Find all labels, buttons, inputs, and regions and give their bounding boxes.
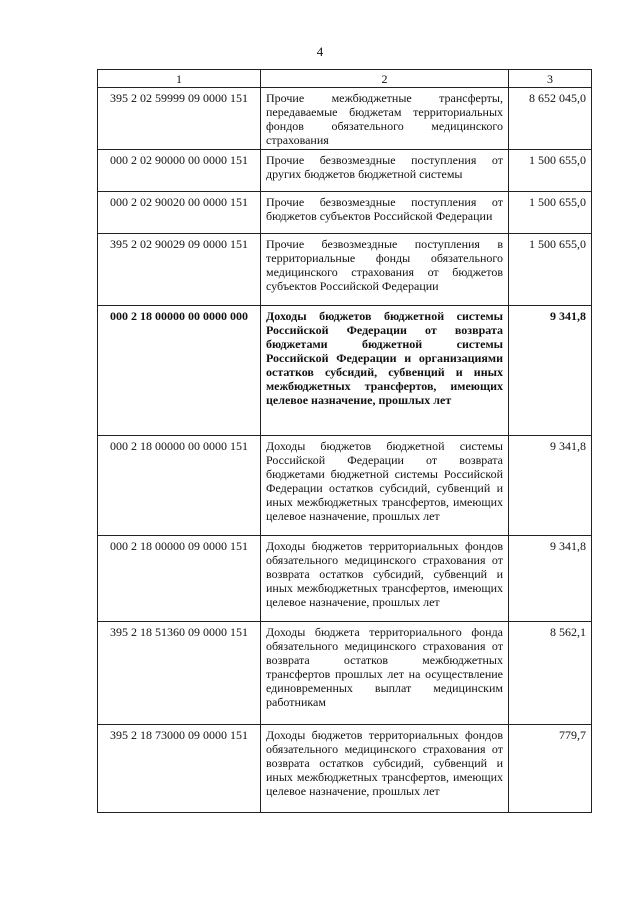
table-row bbox=[98, 306, 592, 436]
revenue-description: Доходы бюджетов территориальных фондов обязательного медицинского страхования от возврата остатков субсидий, субвенций и иных межбюджетных трансфертов, имеющих целевое назначение, прошлых лет bbox=[261, 725, 509, 813]
table-row bbox=[98, 622, 592, 725]
table-row bbox=[98, 192, 592, 234]
amount-value: 9 341,8 bbox=[509, 306, 592, 436]
budget-code: 000 2 18 00000 09 0000 151 bbox=[98, 536, 261, 622]
budget-code: 000 2 18 00000 00 0000 151 bbox=[98, 436, 261, 536]
amount-value: 8 562,1 bbox=[509, 622, 592, 725]
revenue-description: Доходы бюджета территориального фонда обязательного медицинского страхования от возврата остатков межбюджетных трансфертов прошлых лет на осуществление единовременных выплат медицинским работникам bbox=[261, 622, 509, 725]
table-header-row bbox=[98, 70, 592, 88]
amount-value: 8 652 045,0 bbox=[509, 88, 592, 150]
budget-code: 395 2 18 73000 09 0000 151 bbox=[98, 725, 261, 813]
header-col-2: 2 bbox=[261, 70, 509, 88]
table-row bbox=[98, 88, 592, 150]
revenue-description: Доходы бюджетов бюджетной системы Российской Федерации от возврата бюджетами бюджетной системы Российской Федерации остатков субсидий, субвенций и иных межбюджетных трансфертов, имеющих целевое назначение, прошлых лет bbox=[261, 436, 509, 536]
amount-value: 1 500 655,0 bbox=[509, 192, 592, 234]
table-row bbox=[98, 536, 592, 622]
revenue-description: Прочие безвозмездные поступления от других бюджетов бюджетной системы bbox=[261, 150, 509, 192]
revenue-description: Прочие межбюджетные трансферты, передаваемые бюджетам территориальных фондов обязательного медицинского страхования bbox=[261, 88, 509, 150]
budget-code: 000 2 02 90020 00 0000 151 bbox=[98, 192, 261, 234]
budget-code: 000 2 18 00000 00 0000 000 bbox=[98, 306, 261, 436]
revenue-description: Прочие безвозмездные поступления в территориальные фонды обязательного медицинского страхования от бюджетов субъектов Российской Федерации bbox=[261, 234, 509, 306]
amount-value: 1 500 655,0 bbox=[509, 234, 592, 306]
header-col-1: 1 bbox=[98, 70, 261, 88]
table-row bbox=[98, 150, 592, 192]
amount-value: 9 341,8 bbox=[509, 536, 592, 622]
revenue-description: Доходы бюджетов бюджетной системы Российской Федерации от возврата бюджетами бюджетной системы Российской Федерации и организациями остатков субсидий, субвенций и иных межбюджетных трансфертов, имеющих целевое назначение, прошлых лет bbox=[261, 306, 509, 436]
amount-value: 9 341,8 bbox=[509, 436, 592, 536]
page-number: 4 bbox=[316, 44, 324, 59]
budget-code: 395 2 02 59999 09 0000 151 bbox=[98, 88, 261, 150]
table-row bbox=[98, 436, 592, 536]
budget-code: 395 2 02 90029 09 0000 151 bbox=[98, 234, 261, 306]
amount-value: 1 500 655,0 bbox=[509, 150, 592, 192]
budget-revenue-table bbox=[97, 69, 592, 813]
budget-code: 000 2 02 90000 00 0000 151 bbox=[98, 150, 261, 192]
budget-code: 395 2 18 51360 09 0000 151 bbox=[98, 622, 261, 725]
amount-value: 779,7 bbox=[509, 725, 592, 813]
header-col-3: 3 bbox=[509, 70, 592, 88]
table-row bbox=[98, 234, 592, 306]
table-row bbox=[98, 725, 592, 813]
revenue-description: Доходы бюджетов территориальных фондов обязательного медицинского страхования от возврата остатков субсидий, субвенций и иных межбюджетных трансфертов, имеющих целевое назначение, прошлых лет bbox=[261, 536, 509, 622]
revenue-description: Прочие безвозмездные поступления от бюджетов субъектов Российской Федерации bbox=[261, 192, 509, 234]
